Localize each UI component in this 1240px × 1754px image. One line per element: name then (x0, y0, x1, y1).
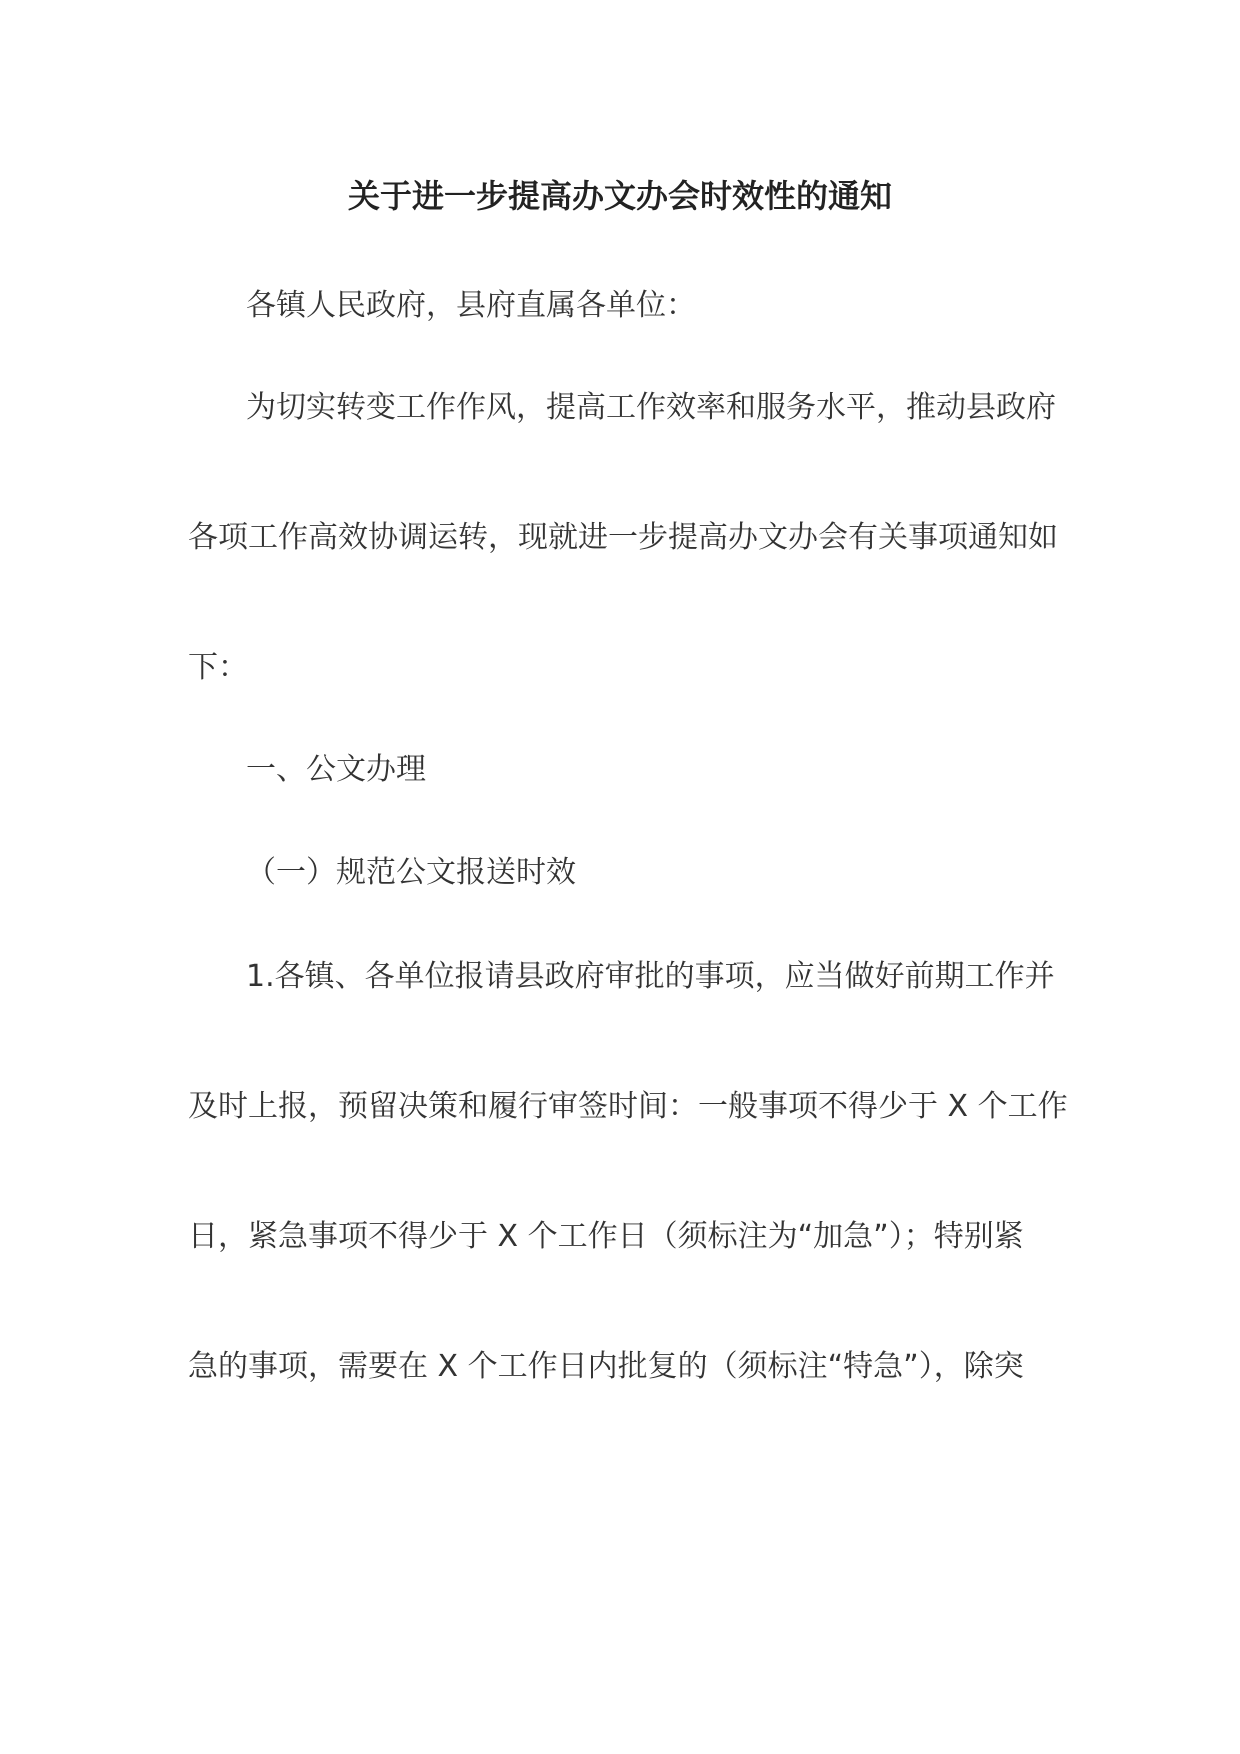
item1-line-1: 1.各镇、各单位报请县政府审批的事项，应当做好前期工作并 (246, 959, 1055, 994)
section-heading: 一、公文办理 (246, 752, 426, 787)
item1-line-4: 急的事项，需要在 X 个工作日内批复的（须标注“特急”），除突 (188, 1349, 1024, 1384)
item1-line-3: 日，紧急事项不得少于 X 个工作日（须标注为“加急”）；特别紧 (188, 1219, 1024, 1254)
subsection-heading: （一）规范公文报送时效 (246, 855, 576, 890)
intro-line-1: 为切实转变工作作风，提高工作效率和服务水平，推动县政府 (246, 390, 1056, 425)
salutation: 各镇人民政府，县府直属各单位： (246, 288, 696, 323)
intro-line-2: 各项工作高效协调运转，现就进一步提高办文办会有关事项通知如 (188, 520, 1058, 555)
intro-line-3: 下： (188, 650, 248, 685)
item1-line-2: 及时上报，预留决策和履行审签时间：一般事项不得少于 X 个工作 (188, 1089, 1068, 1124)
document-title: 关于进一步提高办文办会时效性的通知 (347, 177, 892, 215)
